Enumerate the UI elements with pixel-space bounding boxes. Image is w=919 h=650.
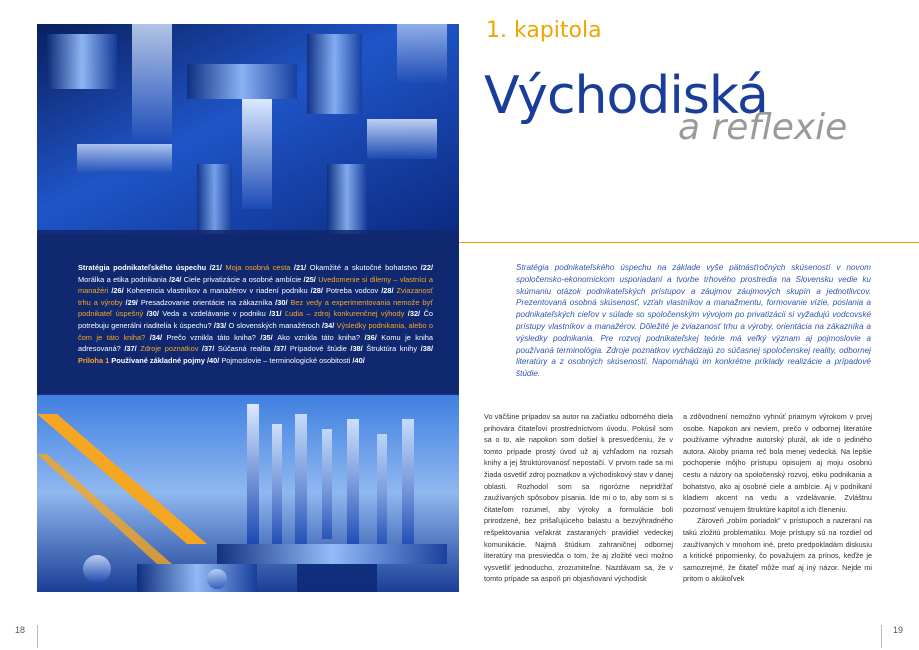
toc-segment: Stratégia podnikateľského úspechu (78, 263, 210, 272)
toc-segment: /30/ (146, 309, 163, 319)
toc-segment: /29/ (125, 297, 141, 307)
chapter-subtitle: a reflexie (678, 107, 848, 148)
toc-segment: Uvedomenie si dilemy – vlastníci a manažéri (78, 274, 433, 296)
toc-segment: /40/ (206, 355, 222, 365)
toc-segment: Súčasná realita (217, 344, 274, 354)
paragraph: Vo väčšine prípadov sa autor na začiatku odborného diela prihovára čitateľovi prostredníctvom úvodu. Pokúsil som sa o to, ale napokon som došiel k presvedčeniu, že v tomto prípade prostý úvod už aj vzhľadom na rozsah knihy a jej štruktúrovanosť nepostačí. V prvom rade sa mi žiada osvetliť zdroj poznatkov a východiskový stav v danej oblasti. Rozhodol som sa rigorózne nepridŕžať zaužívaných spôsobov písania. Ide mi o to, aby som si s čitateľom rozumel, aby výroky a formulácie boli prirodzené, bez prišaľujúceho balastu a bezvýhradného rešpektovania veľakrát zastaraných pravidiel vedeckej komunikácie. Najmä štúdium zahraničnej odbornej literatúry ma presviedča o tom, že aj zložité veci možno vysvetliť jednoducho, zrozumiteľne. Nazdávam sa, že v tomto prípade sa aspoň pri objasňovaní východísk (484, 412, 673, 584)
toc-segment: /25/ (303, 274, 319, 284)
toc-segment: /38/ (420, 344, 433, 354)
paragraph: a zdôvodnení nemožno vyhnúť priamym výrokom v prvej osobe. Napokon ani neviem, prečo v odbornej literatúre používame výhradne autorský plurál, ak ide o jediného autora. Akoby priama reč bola menej vedecká. Na lepšie pochopenie môjho prístupu opisujem aj moju osobnú cestu a názory na spoločenský rozvoj, etiku podnikania a bohatstvo, ako aj osobné ciele a ambície. Aj v podnikaní kladiem akcent na vedu a vzdelávanie. Zvláštnu pozornosť venujem štruktúre kapitol a ich členeniu. (683, 412, 872, 514)
chapter-abstract: Stratégia podnikateľského úspechu na základe vyše pätnásťročných skúseností v novom spoločensko-ekonomickom usporiadaní a tvorbe trhového prostredia na Slovensku vedie ku skúmaniu otázok podnikateľských prístupov a záujmov záujmových skupín a jednotlivcov. Prezentovaná osobná skúsenosť, vzťah vlastníkov a manažmentu, formovanie vízie, poslania a podnikateľských cieľov v súlade so spoločenským vývojom po privatizácii si vyžadujú vodcovské prístupy vlastníkov a manažérov. Dôležité je zviazanosť trhu a výroby, orientácia na zákazníka a výsledky podnikania. Pre rozvoj podnikateľskej teórie má veľký význam aj pojmoslovie a používaná terminológia. Zdroje poznatkov vychádzajú zo súčasnej spoločenskej reality, odbornej literatúry a z osobných skúseností. Napomáhajú im konkrétne príklady realizácie a prípadové štúdie. (516, 263, 871, 379)
toc-segment: Používané základné pojmy (111, 355, 207, 365)
toc-segment: Ľudia – zdroj konkurenčnej výhody (284, 309, 408, 319)
toc-segment: Čo potrebuju generálni riaditelia k úspechu? (78, 309, 434, 330)
toc-segment: Zdroje poznatkov (140, 344, 202, 354)
toc-segment: Pojmoslovie – terminologické osobitosti (221, 355, 353, 365)
toc-segment: /30/ (275, 297, 291, 307)
toc-segment: /33/ (213, 320, 229, 330)
toc-segment: Ciele privatizácie a osobné ambície (183, 274, 304, 284)
toc-segment: Bez vedy a experimentovania nemože byť podnikateľ úspešný (78, 297, 434, 319)
toc-segment: Štruktúra knihy (366, 344, 421, 354)
page-rule-right (881, 625, 882, 648)
toc-segment: Koherencia vlastníkov a manažérov v riadení podniku (126, 286, 311, 296)
toc-segment: /22/ (420, 263, 433, 272)
toc-segment: /40/ (352, 355, 365, 365)
toc-segment: /21/ (209, 263, 226, 272)
chapter-contents-box (37, 230, 459, 395)
toc-segment: Presadzovanie orientácie na zákazníka (140, 297, 276, 307)
toc-segment: /35/ (260, 332, 278, 342)
toc-segment: /31/ (269, 309, 285, 319)
toc-segment: /37/ (273, 344, 290, 354)
toc-segment: /38/ (350, 344, 367, 354)
body-column-2 (683, 411, 872, 585)
toc-segment: /36/ (364, 332, 382, 342)
toc-segment: Príloha 1 (78, 355, 112, 365)
page-number-left: 18 (15, 625, 26, 635)
left-page (0, 0, 459, 650)
toc-segment: /34/ (321, 320, 337, 330)
page-number-right: 19 (893, 625, 904, 635)
toc-segment: Moja osobná cesta (225, 263, 294, 272)
toc-segment: /37/ (202, 344, 218, 354)
toc-segment: Prípadové štúdie (289, 344, 351, 354)
toc-segment: /32/ (407, 309, 424, 319)
toc-segment: /28/ (310, 286, 326, 296)
paragraph: Zároveň „robím poriadok" v prístupoch a nazeraní na takú zložitú problematiku. Moje prístupy sú na rozdiel od zaužívaných v mnohom iné, preto predpokladám diskusiu a kritické pripomienky, čo považujem za prínos, keďže je samozrejmé, že čitateľ môže mať aj iný názor. Nejde mi pritom o akúkoľvek (683, 516, 872, 584)
toc-segment: O slovenských manažéroch (228, 320, 322, 330)
toc-segment: /37/ (124, 344, 141, 354)
toc-segment: Komu je kniha adresovaná? (78, 332, 433, 354)
toc-segment: /24/ (169, 274, 184, 284)
toc-segment: Výsledky podnikania, alebo o čom je táto kniha? (78, 320, 433, 342)
chapter-contents-text (78, 262, 433, 366)
toc-segment: Zviazanosť trhu a výroby (78, 286, 433, 307)
toc-segment: /34/ (149, 332, 167, 342)
toc-segment: Ako vznikla táto kniha? (277, 332, 365, 342)
toc-segment: Prečo vznikla táto kniha? (166, 332, 261, 342)
page-rule-left (37, 625, 38, 648)
toc-segment: /26/ (111, 286, 127, 296)
toc-segment: Potreba vodcov (325, 286, 382, 296)
toc-segment: Morálka a etika podnikania (78, 274, 170, 284)
body-column-1 (484, 411, 673, 585)
chapter-label: 1. kapitola (486, 18, 602, 43)
toc-segment: /21/ (293, 263, 310, 272)
chapter-title: Východiská (484, 66, 768, 126)
toc-segment: /28/ (381, 286, 397, 296)
toc-segment: Veda a vzdelávanie v podniku (162, 309, 270, 319)
divider-line (459, 242, 919, 243)
toc-segment: Okamžité a skutočné bohatstvo (309, 263, 421, 272)
